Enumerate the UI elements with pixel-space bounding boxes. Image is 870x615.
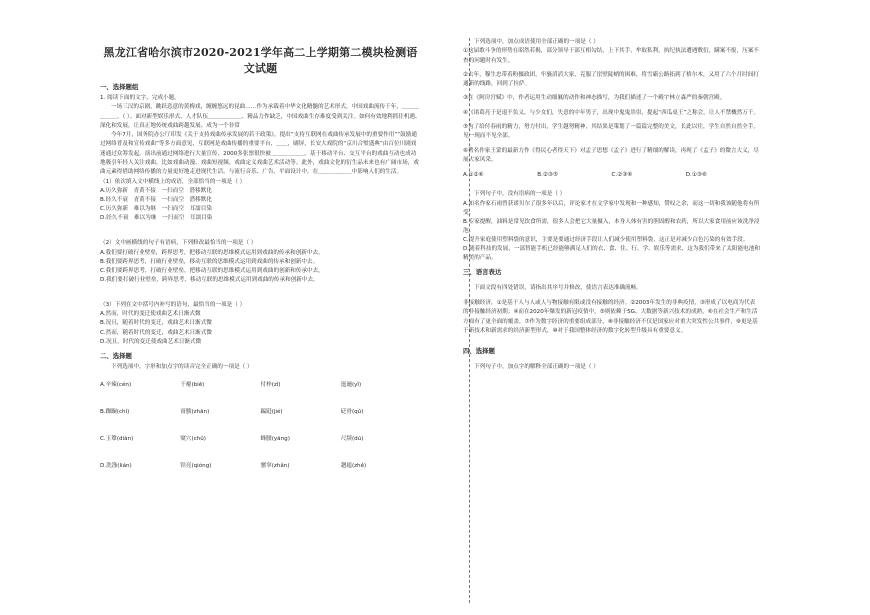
section-heading: 四、选择题: [463, 346, 495, 355]
option-term: C.玉簟(diàn): [100, 435, 134, 442]
option-term: 干瘪(biě): [180, 381, 205, 388]
option[interactable]: A.我们要打破行业壁垒，跨界思考，把移动互联的思维模式运用到戏曲的传承和创新中去。: [100, 249, 324, 256]
option[interactable]: D.经久不衰 难以为继 一扫而空 耳濡目染: [100, 215, 213, 222]
passage-paragraph: 非接触经济，①是基于人与人或人与物接触有限或没有接触的经济。②2003年发生的非典疫情，③形成了以电商为代表的非接触经济初期；④而在2020年爆发的新冠疫情中，⑤则依赖于5G、大数据等新兴技术的成熟，⑥在社会生产和生活方面有了更全面的覆盖，⑦作为数字经济的重要组成部分，⑧非接触经济不仅是国家应对重大突发性公共事件，⑨更是基于新技术和新需求的经济新型形式，⑩对于我国整体经济的数字化转型升级具有重要意义。: [463, 299, 758, 335]
question-stem: 下列句子中，没有语病的一项是（ ）: [474, 191, 566, 198]
option-row: [463, 171, 760, 180]
statement-item: ③在《阿房宫赋》中，作者运用生动细腻的动作和神态描写，为我们描述了一个殿宇林立森严的秦朝宫殿。: [463, 95, 726, 102]
option-row[interactable]: [100, 462, 421, 471]
option[interactable]: B.况且，随着时代的变迁，戏曲艺术日渐式微: [100, 320, 212, 327]
option-list: [100, 310, 421, 346]
question-stem: （1）依次填入文中横线上的成语，全部恰当的一项是（ ）: [100, 178, 246, 185]
page-title: 黑龙江省哈尔滨市2020-2021学年高二上学期第二模块检测语文试题: [103, 46, 418, 75]
question-stem: （2）文中画横线的句子有语病，下列修改最恰当的一项是（ ）: [100, 240, 257, 247]
option-term: B.踟蹰(chí): [100, 408, 130, 415]
option-term: D.洗涤(lián): [100, 462, 132, 469]
option-list: [463, 200, 760, 264]
option-row[interactable]: [100, 435, 421, 444]
question-stem: 下列选项中，加点成语使用全部正确的一项是（ ）: [474, 39, 599, 45]
section-heading: 一、选择题组: [100, 83, 139, 91]
option[interactable]: D.①③⑥: [685, 172, 707, 179]
option-list: [100, 187, 421, 223]
section-heading: 二、选择题: [100, 351, 132, 360]
question-stem: （3）下列在文中括号内补写的语句，最恰当的一项是（ ）: [100, 302, 246, 309]
passage-paragraph: 一场三汉的京剧，跳跃恣意的黄梅戏，缠缠悠远的昆曲……作为承载着中华文化精髓的艺术形式，中国戏曲流传千年，＿＿＿＿＿＿。（ ）。面对新型娱乐形式、人才队伍＿＿＿＿＿＿、精品力作缺乏，中国戏曲生存难度受到关注。如何有效地利抓住机遇、深化和发展，让真正地传统戏曲跨越发展、成为一个非常: [100, 104, 421, 129]
option[interactable]: A.然而，时代的变迁使戏曲艺术日渐式微: [100, 311, 201, 318]
option-term: 付梓(zǐ): [260, 381, 281, 388]
question-stem: 下列句子中，加点字的解释全部正确的一项是（ ）: [474, 363, 599, 370]
option-list: [100, 249, 421, 285]
option[interactable]: C.历久弥新 难以为继 一扫而空 耳濡目染: [100, 206, 212, 213]
option[interactable]: D.随着科技的发展，一部智能手机已经能够满足人们的衣、食、住、行、学、娱乐等需求，这为我们带来了太阳能电池和精美的产品。: [463, 246, 760, 262]
statement-item: ②去年，穆生忠带着粉摄政团，牢骚滔滔大家，克服了崖壁陡峭的困难，将雪霸公路拓到了格尔木，又用了六个月时间打通新的线路，回到了拉萨。: [463, 71, 759, 88]
option[interactable]: A.知名作家石雨曾获诺贝尔了很多年以后，评论家才在文学家中发现和一种感知，赞叹之余，而这一切和我该随他将有所受。: [463, 200, 760, 216]
option[interactable]: B.我们要跨界思考，打破行业壁垒，移动互联的思维模式运用到戏曲的传承和创新中去。: [100, 258, 319, 265]
question-intro: 1. 阅读下面的文字，完成小题。: [100, 95, 180, 101]
section-heading: 三、语言表达: [463, 268, 502, 277]
option[interactable]: A.历久弥新 青黄不接 一扫而空 潜移默化: [100, 187, 212, 194]
option[interactable]: D.况且，时代的变迁使戏曲艺术日渐式微: [100, 338, 202, 345]
option-row[interactable]: [100, 408, 421, 417]
option[interactable]: B.专家提醒，油料是常见饮食所需，很多人会把它大量摄入，本身人体有害的胆固醇和农药，所以大家食用前应该洗净浸泡。: [463, 218, 760, 234]
option[interactable]: B.经久不衰 青黄不接 一扫而空 潜移默化: [100, 197, 212, 204]
option[interactable]: B.②③⑤: [537, 172, 558, 179]
statement-item: ⑤为了给付春雨的精力，努力付出，学生越努精神，其结果是策划了一篇篇完整的美文，长此以往，学生自然自然全手，见一现而不见全部。: [463, 124, 759, 140]
option-term: 蹁跹(jié): [260, 408, 283, 415]
right-page: [435, 0, 870, 615]
option[interactable]: D.我们要打破行业壁垒，跨界思考，移动互联的思维模式运用到戏曲的传承和创新中去。: [100, 276, 319, 283]
option-term: 窠穴(chǔ): [180, 435, 206, 442]
option[interactable]: C.②③⑥: [611, 172, 633, 179]
option-term: 砭骨(qǔ): [340, 408, 364, 415]
option-term: A.辛辣(cén): [100, 381, 132, 388]
option[interactable]: C.我们要跨界思考，打破行业壁垒，把移动互联的思维模式运用到戏曲的创新和传承中去。: [100, 267, 324, 274]
question-stem: 下面文段有四处错误，请指出其序号并修改，使语言表达准确流畅。: [474, 285, 642, 292]
option-term: 膏腴(zhān): [180, 408, 210, 415]
option-list: [100, 381, 421, 471]
passage-paragraph: 今年7月，国务院办公厅印发《关于支持戏曲传承发展的若干政策》，提出“支持互联网在戏曲传承发展中的重要作用”“鼓励通过网络普及和宣传戏曲”等多方面意见，互联网是戏曲传播的重要平台，＿＿，刷屏，长安大戏院的“京川合璧盛典”由百位川剧戏迷通过众筹发起，演出前通过网络进行大量宣传，2000多张票很快被＿＿＿＿＿＿。基于移动平台、交互平台的戏曲互动也成功地吸引年轻人关注戏曲，比如戏曲动漫、戏曲短视频、戏曲定义戏曲艺术活动等。此外，戏曲文化的衍生品未来也有广阔市场，戏曲元素得借助网络传播的力量更好地走进现代生活，与流行音乐、广告、平面设计中，在＿＿＿＿＿＿中影响人们的生活。: [100, 132, 419, 176]
option-term: 窸窣(zhǎn): [260, 462, 290, 469]
statement-item: ⑥著名作家王蒙的最新力作《得民心者得天下》对孟子思想《孟子》进行了精细的解读，再现了《孟子》的微言大义，尽展大家风采。: [463, 147, 759, 163]
option[interactable]: C.提升家庭使用塑料袋的意识，主要是要通过经济手段让人们减少使用塑料袋，这正是对减少白色污染的有效手段。: [463, 236, 749, 243]
statement-item: ①这届歌斗争的形势在昭然若揭，部分领导干部互相勾结，上下其手，牟取私利，执纪执法遭遇敷衍，瞒案不报，压案不查的问题时有发生。: [463, 48, 759, 64]
option-term: 蜂腰(yāng): [260, 435, 290, 442]
spacer: [463, 337, 760, 342]
option[interactable]: A.①②⑥: [463, 172, 484, 179]
option-term: 迤逦(yǐ): [340, 381, 362, 388]
option[interactable]: C.然而，随着时代的变迁，戏曲艺术日渐式微: [100, 329, 212, 336]
option-term: 尺牍(dú): [340, 435, 364, 442]
question-stem: 下列选项中，字形和加点字的读音完全正确的一项是（ ）: [111, 363, 253, 370]
option-term: 趔趄(zhě): [340, 462, 367, 469]
option-term: 锃亮(qióng): [180, 462, 212, 469]
statement-item: ④《诸葛亮于是退不负义，与少女们，失意的中年男子，出现中鬼鬼祟祟，提起“西瓜桌王”之称会，让人不禁概然万千。: [463, 109, 760, 116]
option-row[interactable]: [100, 381, 421, 390]
